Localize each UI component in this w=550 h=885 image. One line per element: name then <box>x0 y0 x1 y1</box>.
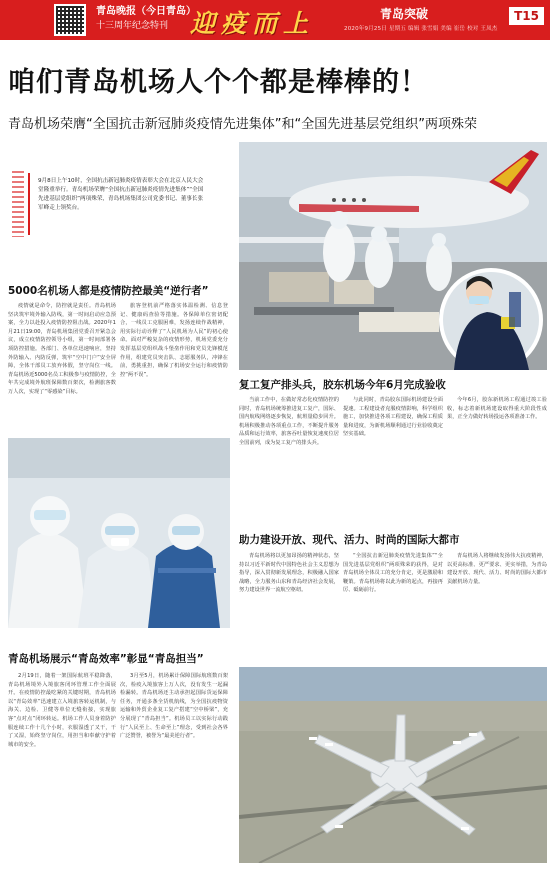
page-headline: 咱们青岛机场人个个都是棒棒的！ <box>8 67 428 98</box>
banner-title: 迎疫而上 <box>190 9 315 38</box>
airport-ground-crew-photo <box>239 142 547 370</box>
page-subheadline: 青岛机场荣膺“全国抗击新冠肺炎疫情先进集体”和“全国先进基层党组织”两项殊荣 <box>8 117 477 132</box>
section1-col2: 旅客登机前严格落实体温检测、信息登记、健康码查验等措施。各保障单位密切配合，一线员工克服困难，发扬连续作战精神，用实际行动诠释了“人民机场为人民”的初心使命。面对严峻复杂的疫情形势，机场党委充分发挥基层党组织战斗堡垒作用和党员先锋模范作用，组建党员突击队、志愿服务队，冲锋在前，勇挑重担，确保了机场安全运行和疫情防控“两不误”。 <box>120 303 228 378</box>
medical-team-photo <box>8 438 230 628</box>
page-number: T15 <box>509 7 544 25</box>
section4-title: 助力建设开放、现代、活力、时尚的国际大都市 <box>239 534 460 546</box>
qr-code-icon[interactable] <box>54 4 86 36</box>
section2-col1: 2月19日，随着一架国际航班平稳降落，青岛机场境外入境旅客闭环管理工作全面展开。在疫情防控最吃紧的关键时期，青岛机场以“青岛效率”迅速建立入境旅客转运机制，与海关、边检、卫健等单位无缝衔接，实现旅客“点对点”闭环转运。机场工作人员身着防护服连续工作十几个小时，衣服湿透了又干，干了又湿，始终坚守岗位，用担当和奉献守护着城市的安全。 <box>8 673 116 748</box>
section1-title: 5000名机场人都是疫情防控最美“逆行者” <box>8 285 209 297</box>
aerial-terminal-illustration <box>239 667 547 863</box>
paper-name: 青岛晚报（今日青岛） 十三周年纪念特刊 <box>96 6 196 31</box>
section3-title: 复工复产排头兵，胶东机场今年6月完成验收 <box>239 379 446 391</box>
intro-decoration <box>12 171 24 237</box>
section4-col2: “全国抗击新冠肺炎疫情先进集体”“全国先进基层党组织”两项殊荣的获得，是对青岛机场全体员工的充分肯定，更是激励和鞭策。青岛机场将以此为新的起点，再接再厉、砥砺前行。 <box>343 553 443 594</box>
section3-col3: 今年6月，胶东新机场工程通过竣工验收，标志着新机场建设取得重大阶段性成果，正全力做好转场投运各项准备工作。 <box>447 397 547 421</box>
issue-meta: 2020年9月25日 星期五 编辑 张雪娟 美编 崔岳 校对 王凤杰 <box>344 26 498 32</box>
section3-col1: 当前工作中，在做好常态化疫情防控的同时，青岛机场统筹推进复工复产，国际、国内航线网络逐步恢复，航班量稳步回升。机场积极推动各项重点工作，不断提升服务品质和运行效率，旅客吞吐量恢复速度位居全国前列，成为复工复产的排头兵。 <box>239 397 339 446</box>
section2-title: 青岛机场展示“青岛效率”彰显“青岛担当” <box>8 653 204 665</box>
team-illustration <box>8 438 230 628</box>
section3-col2: 与此同时，青岛胶东国际机场建设全面提速。工程建设者克服疫情影响，科学组织施工，加快推进各项工程建设，确保工程质量和进度，为新机场顺利通过行业验收奠定坚实基础。 <box>343 397 443 438</box>
jiaodong-airport-aerial-photo <box>239 667 547 863</box>
section4-col1: 青岛机场将以更加昂扬的精神状态，坚持以习近平新时代中国特色社会主义思想为指导，深入贯彻新发展理念，积极融入国家战略，全力服务山东和青岛经济社会发展，努力建设世界一流航空枢纽。 <box>239 553 339 594</box>
masthead <box>0 0 550 40</box>
section4-col3: 青岛机场人将继续发扬伟大抗疫精神，以更高标准、更严要求、更实举措，为青岛建设开放、现代、活力、时尚的国际大都市贡献机场力量。 <box>447 553 547 585</box>
section-name: 青岛突破 <box>380 7 429 21</box>
intro-paragraph: 9月8日上午10时，全国抗击新冠肺炎疫情表彰大会在北京人民大会堂隆重举行。青岛机场荣膺“全国抗击新冠肺炎疫情先进集体”“全国先进基层党组织”两项殊荣，青岛机场集团公司党委书记、董事长张军峰走上领奖台。 <box>28 173 210 235</box>
section1-col1: 疫情就是命令，防控就是责任。青岛机场坚决筑牢境外输入防线，第一时间启动应急预案，全力以赴投入疫情防控阻击战。2020年1月21日19:00，青岛机场集团党委召开紧急会议，成立疫情防控领导小组，第一时间部署各项防控措施。各部门、各单位迅速响应，坚持外防输入、内防反弹，筑牢“空中门户”安全屏障，全体干部员工放弃休假，坚守岗位一线。青岛机场近5000名员工积极参与疫情防控，全年共完成境外航班保障数百架次，检测旅客数万人次，实现了“零感染”目标。 <box>8 303 116 395</box>
section2-col2: 3月至5月，机场累计保障国际航班数百架次，检疫入境旅客上万人次，没有发生一起漏检漏转。青岛机场还主动承担起国际货运保障任务，开通多条全货机航线，为全国抗疫物资运输和外贸企业复工复产搭建“空中桥梁”，充分展现了“青岛担当”。机场员工以实际行动践行“人民至上、生命至上”理念，受到社会各界广泛赞誉，被誉为“最美逆行者”。 <box>120 673 228 740</box>
airport-scene-illustration <box>239 142 547 370</box>
